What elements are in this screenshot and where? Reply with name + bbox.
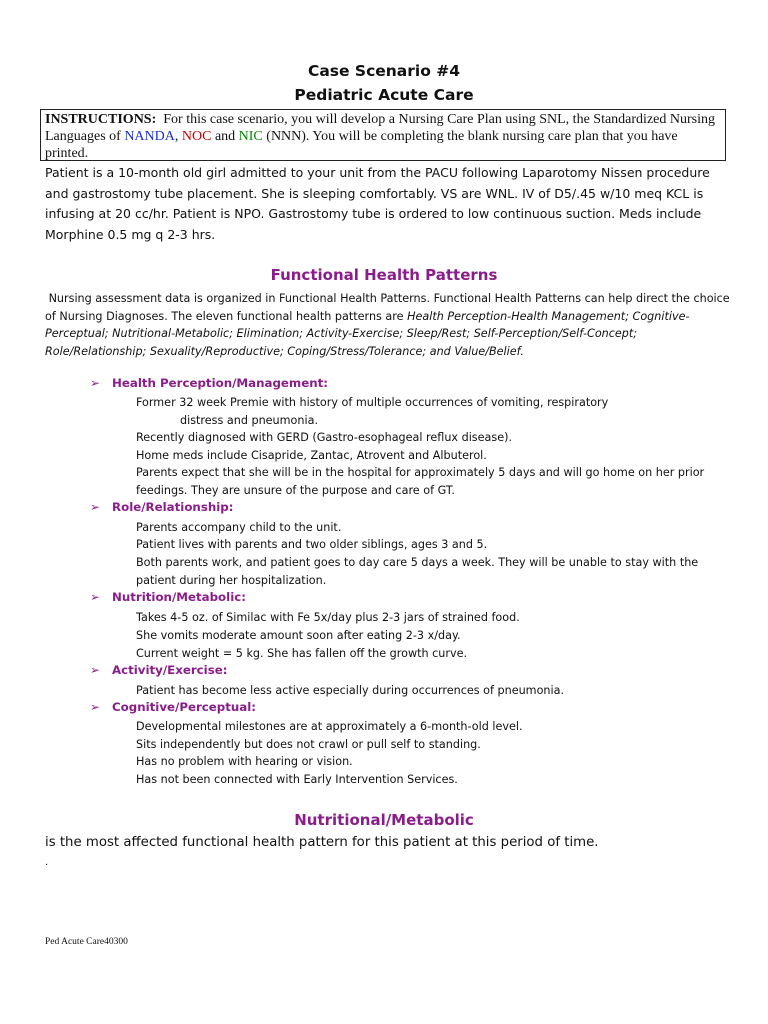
role-item-2: Patient lives with parents and two older siblings, ages 3 and 5. bbox=[136, 538, 488, 551]
intro-plain-text: Nursing assessment data is organized in Functional Health Patterns. Functional Health Patterns can help direct the choice of Nursing Diagnoses. The eleven functional health patterns are bbox=[45, 292, 730, 323]
health-item-3: Home meds include Cisapride, Zantac, Atrovent and Albuterol. bbox=[136, 449, 487, 462]
functional-health-patterns-heading: Functional Health Patterns bbox=[270, 266, 498, 284]
pattern-label: Nutrition/Metabolic: bbox=[112, 590, 246, 604]
stray-period: . bbox=[45, 857, 49, 868]
pattern-role-relationship bbox=[90, 500, 233, 514]
pattern-health-perception bbox=[90, 376, 328, 390]
nic-label: NIC bbox=[238, 129, 263, 144]
intro-pattern-list: Health Perception-Health Management; Cognitive-Perceptual; Nutritional-Metabolic; Elimination; Activity-Exercise; Sleep/Rest; Self-Perception/Self-Concept; Role/Relationship; Sexuality/Reproductive; Coping/Stress/Tolerance; and Value/Belief. bbox=[45, 309, 690, 358]
arrow-bullet-icon: ➢ bbox=[90, 376, 100, 390]
health-item-4: Parents expect that she will be in the hospital for approximately 5 days and will go home on her prior feedings. They are unsure of the purpose and care of GT. bbox=[136, 466, 705, 497]
cognitive-item-4: Has not been connected with Early Intervention Services. bbox=[136, 773, 458, 786]
cognitive-item-3: Has no problem with hearing or vision. bbox=[136, 755, 353, 768]
pattern-label: Activity/Exercise: bbox=[112, 663, 228, 677]
instructions-and: and bbox=[214, 129, 236, 144]
instructions-text-1: For this case scenario, you will develop a Nursing Care Plan using SNL, the Standardized Nursing Languages of bbox=[45, 112, 715, 144]
pattern-nutrition-metabolic bbox=[90, 590, 246, 604]
arrow-bullet-icon: ➢ bbox=[90, 500, 100, 514]
intro-paragraph bbox=[45, 290, 735, 360]
health-item-1-cont: distress and pneumonia. bbox=[180, 414, 318, 427]
cognitive-item-1: Developmental milestones are at approximately a 6-month-old level. bbox=[136, 720, 523, 733]
instructions-box bbox=[40, 109, 726, 161]
page-footer: Ped Acute Care40300 bbox=[45, 937, 128, 947]
instructions-label: INSTRUCTIONS: bbox=[45, 112, 157, 127]
nutritional-metabolic-heading: Nutritional/Metabolic bbox=[294, 811, 474, 829]
arrow-bullet-icon: ➢ bbox=[90, 590, 100, 604]
noc-label: NOC bbox=[181, 129, 212, 144]
pattern-label: Role/Relationship: bbox=[112, 500, 234, 514]
instructions-text-2: (NNN). You will be completing the blank nursing care plan that you have printed. bbox=[45, 129, 678, 161]
arrow-bullet-icon: ➢ bbox=[90, 700, 100, 714]
health-item-2: Recently diagnosed with GERD (Gastro-esophageal reflux disease). bbox=[136, 431, 513, 444]
pattern-activity-exercise bbox=[90, 663, 227, 677]
activity-item-1: Patient has become less active especially during occurrences of pneumonia. bbox=[136, 684, 565, 697]
pattern-cognitive-perceptual bbox=[90, 700, 256, 714]
pattern-label: Cognitive/Perceptual: bbox=[112, 700, 256, 714]
role-item-3: Both parents work, and patient goes to day care 5 days a week. They will be unable to stay with the patient during her hospitalization. bbox=[136, 556, 699, 587]
health-item-1: Former 32 week Premie with history of multiple occurrences of vomiting, respiratory bbox=[136, 396, 609, 409]
patient-scenario: Patient is a 10-month old girl admitted to your unit from the PACU following Laparotomy Nissen procedure and gastrostomy tube placement. She is sleeping comfortably. VS are WNL. IV of D5/.45 w/10 meq KCL is infusing at 20 cc/hr. Patient is NPO. Gastrostomy tube is ordered to low continuous suction. Meds include Morphine 0.5 mg q 2-3 hrs. bbox=[45, 165, 710, 242]
nutrition-item-2: She vomits moderate amount soon after eating 2-3 x/day. bbox=[136, 629, 461, 642]
case-scenario-subtitle: Pediatric Acute Care bbox=[294, 86, 474, 104]
instructions-comma: , bbox=[174, 129, 179, 144]
cognitive-item-2: Sits independently but does not crawl or pull self to standing. bbox=[136, 738, 481, 751]
nutrition-item-3: Current weight = 5 kg. She has fallen off the growth curve. bbox=[136, 647, 468, 660]
conclusion-text: is the most affected functional health pattern for this patient at this period of time. bbox=[45, 835, 599, 850]
case-scenario-title: Case Scenario #4 bbox=[307, 62, 461, 80]
nutrition-item-1: Takes 4-5 oz. of Similac with Fe 5x/day plus 2-3 jars of strained food. bbox=[136, 611, 520, 624]
nanda-label: NANDA bbox=[124, 129, 175, 144]
arrow-bullet-icon: ➢ bbox=[90, 663, 100, 677]
role-item-1: Parents accompany child to the unit. bbox=[136, 521, 342, 534]
pattern-label: Health Perception/Management: bbox=[112, 376, 328, 390]
